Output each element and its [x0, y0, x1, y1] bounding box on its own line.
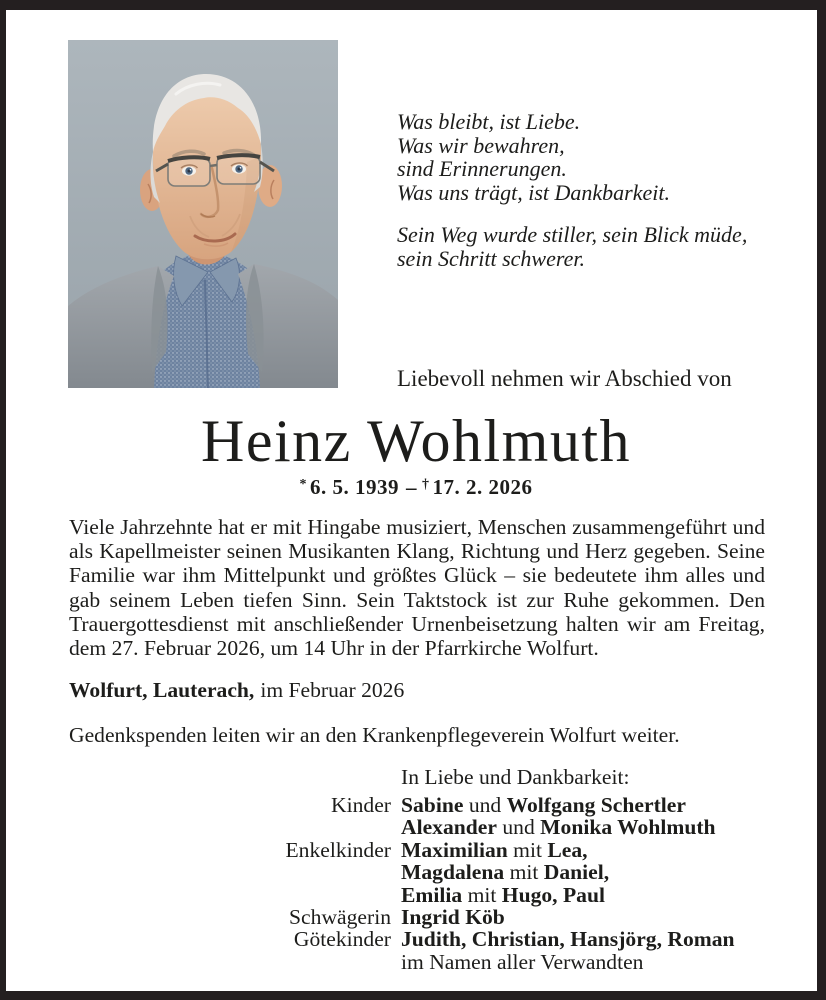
verse-stanza-1: [397, 110, 747, 204]
birth-date: 6. 5. 1939: [310, 475, 399, 499]
family-names: [401, 794, 763, 816]
family-list: [69, 794, 763, 973]
family-names: [401, 906, 763, 928]
family-name: Wolfgang Schertler: [506, 793, 686, 817]
family-connector: mit: [504, 860, 544, 885]
memorial-verse: [397, 110, 747, 271]
birth-star-icon: *: [299, 477, 307, 492]
donation-note: Gedenkspenden leiten wir an den Krankenpflegeverein Wolfurt weiter.: [69, 723, 680, 747]
verse-stanza-2: [397, 223, 747, 270]
family-names: [401, 951, 763, 973]
family-name: Judith, Christian, Hansjörg, Roman: [401, 927, 735, 952]
life-dates: [69, 472, 763, 500]
deceased-name: Heinz Wohlmuth: [200, 408, 631, 474]
place-date-line: [69, 678, 404, 702]
closing-line: In Liebe und Dankbarkeit:: [401, 765, 630, 789]
family-connector: mit: [507, 837, 548, 862]
verse-line: sein Schritt schwerer.: [397, 245, 585, 271]
family-relation-label: Enkelkinder: [285, 837, 391, 862]
obituary-text: Viele Jahrzehnte hat er mit Hingabe musiziert, Menschen zusammengeführt und als Kapellmeister seinen Musikanten Klang, Richtung und Herz gegeben. Seine Familie war ihm Mittelpunkt und größtes Glück – sie bedeutete ihm alles und gab seinem Leben tiefen Sinn. Sein Taktstock ist zur Ruhe gekommen. Den Trauergottesdienst mit anschließender Urnenbeisetzung halten wir am Freitag, dem 27. Februar 2026, um 14 Uhr in der Pfarrkirche Wolfurt.: [69, 515, 765, 661]
family-name: Sabine: [401, 793, 464, 817]
place-names: Wolfurt, Lauterach,: [69, 678, 255, 702]
family-name: Alexander: [401, 815, 497, 840]
family-names: [401, 861, 763, 883]
portrait-photo: [68, 40, 338, 388]
family-name: Hugo, Paul: [501, 882, 605, 907]
verse-line: Was bleibt, ist Liebe.: [397, 109, 581, 134]
family-names: [401, 839, 763, 861]
portrait-illustration: [68, 40, 338, 388]
family-relation-label: [69, 884, 391, 906]
family-relation-label: Schwägerin: [289, 905, 391, 930]
death-cross-icon: †: [422, 477, 430, 492]
family-name: Monika Wohlmuth: [540, 815, 716, 840]
verse-line: Sein Weg wurde stiller, sein Blick müde,: [397, 222, 748, 248]
family-connector: und: [496, 815, 541, 840]
family-name: Daniel,: [543, 860, 610, 885]
dates-separator: –: [406, 475, 417, 499]
family-connector: und: [463, 793, 507, 817]
family-names: [401, 884, 763, 906]
death-notice-sheet: [6, 10, 817, 991]
family-name: Emilia: [401, 882, 463, 907]
family-relation-label: Kinder: [331, 793, 391, 817]
verse-line: sind Erinnerungen.: [397, 156, 567, 182]
family-connector: mit: [462, 882, 502, 907]
family-relation-label: [69, 951, 391, 973]
family-names: [401, 816, 763, 838]
family-relation-label: Götekinder: [293, 927, 391, 952]
family-name: Magdalena: [401, 860, 505, 885]
death-date: 17. 2. 2026: [432, 475, 533, 499]
family-name: Lea,: [547, 837, 588, 862]
family-relation-label: [69, 816, 391, 838]
family-note: im Namen aller Verwandten: [401, 949, 644, 974]
family-name: Maximilian: [401, 837, 508, 862]
family-relation-label: [69, 861, 391, 883]
farewell-line: Liebevoll nehmen wir Abschied von: [397, 366, 732, 391]
family-names: [401, 928, 763, 950]
family-name: Ingrid Köb: [401, 905, 505, 930]
verse-line: Was uns trägt, ist Dankbarkeit.: [397, 179, 670, 205]
place-date: im Februar 2026: [260, 678, 405, 702]
verse-line: Was wir bewahren,: [397, 132, 565, 158]
